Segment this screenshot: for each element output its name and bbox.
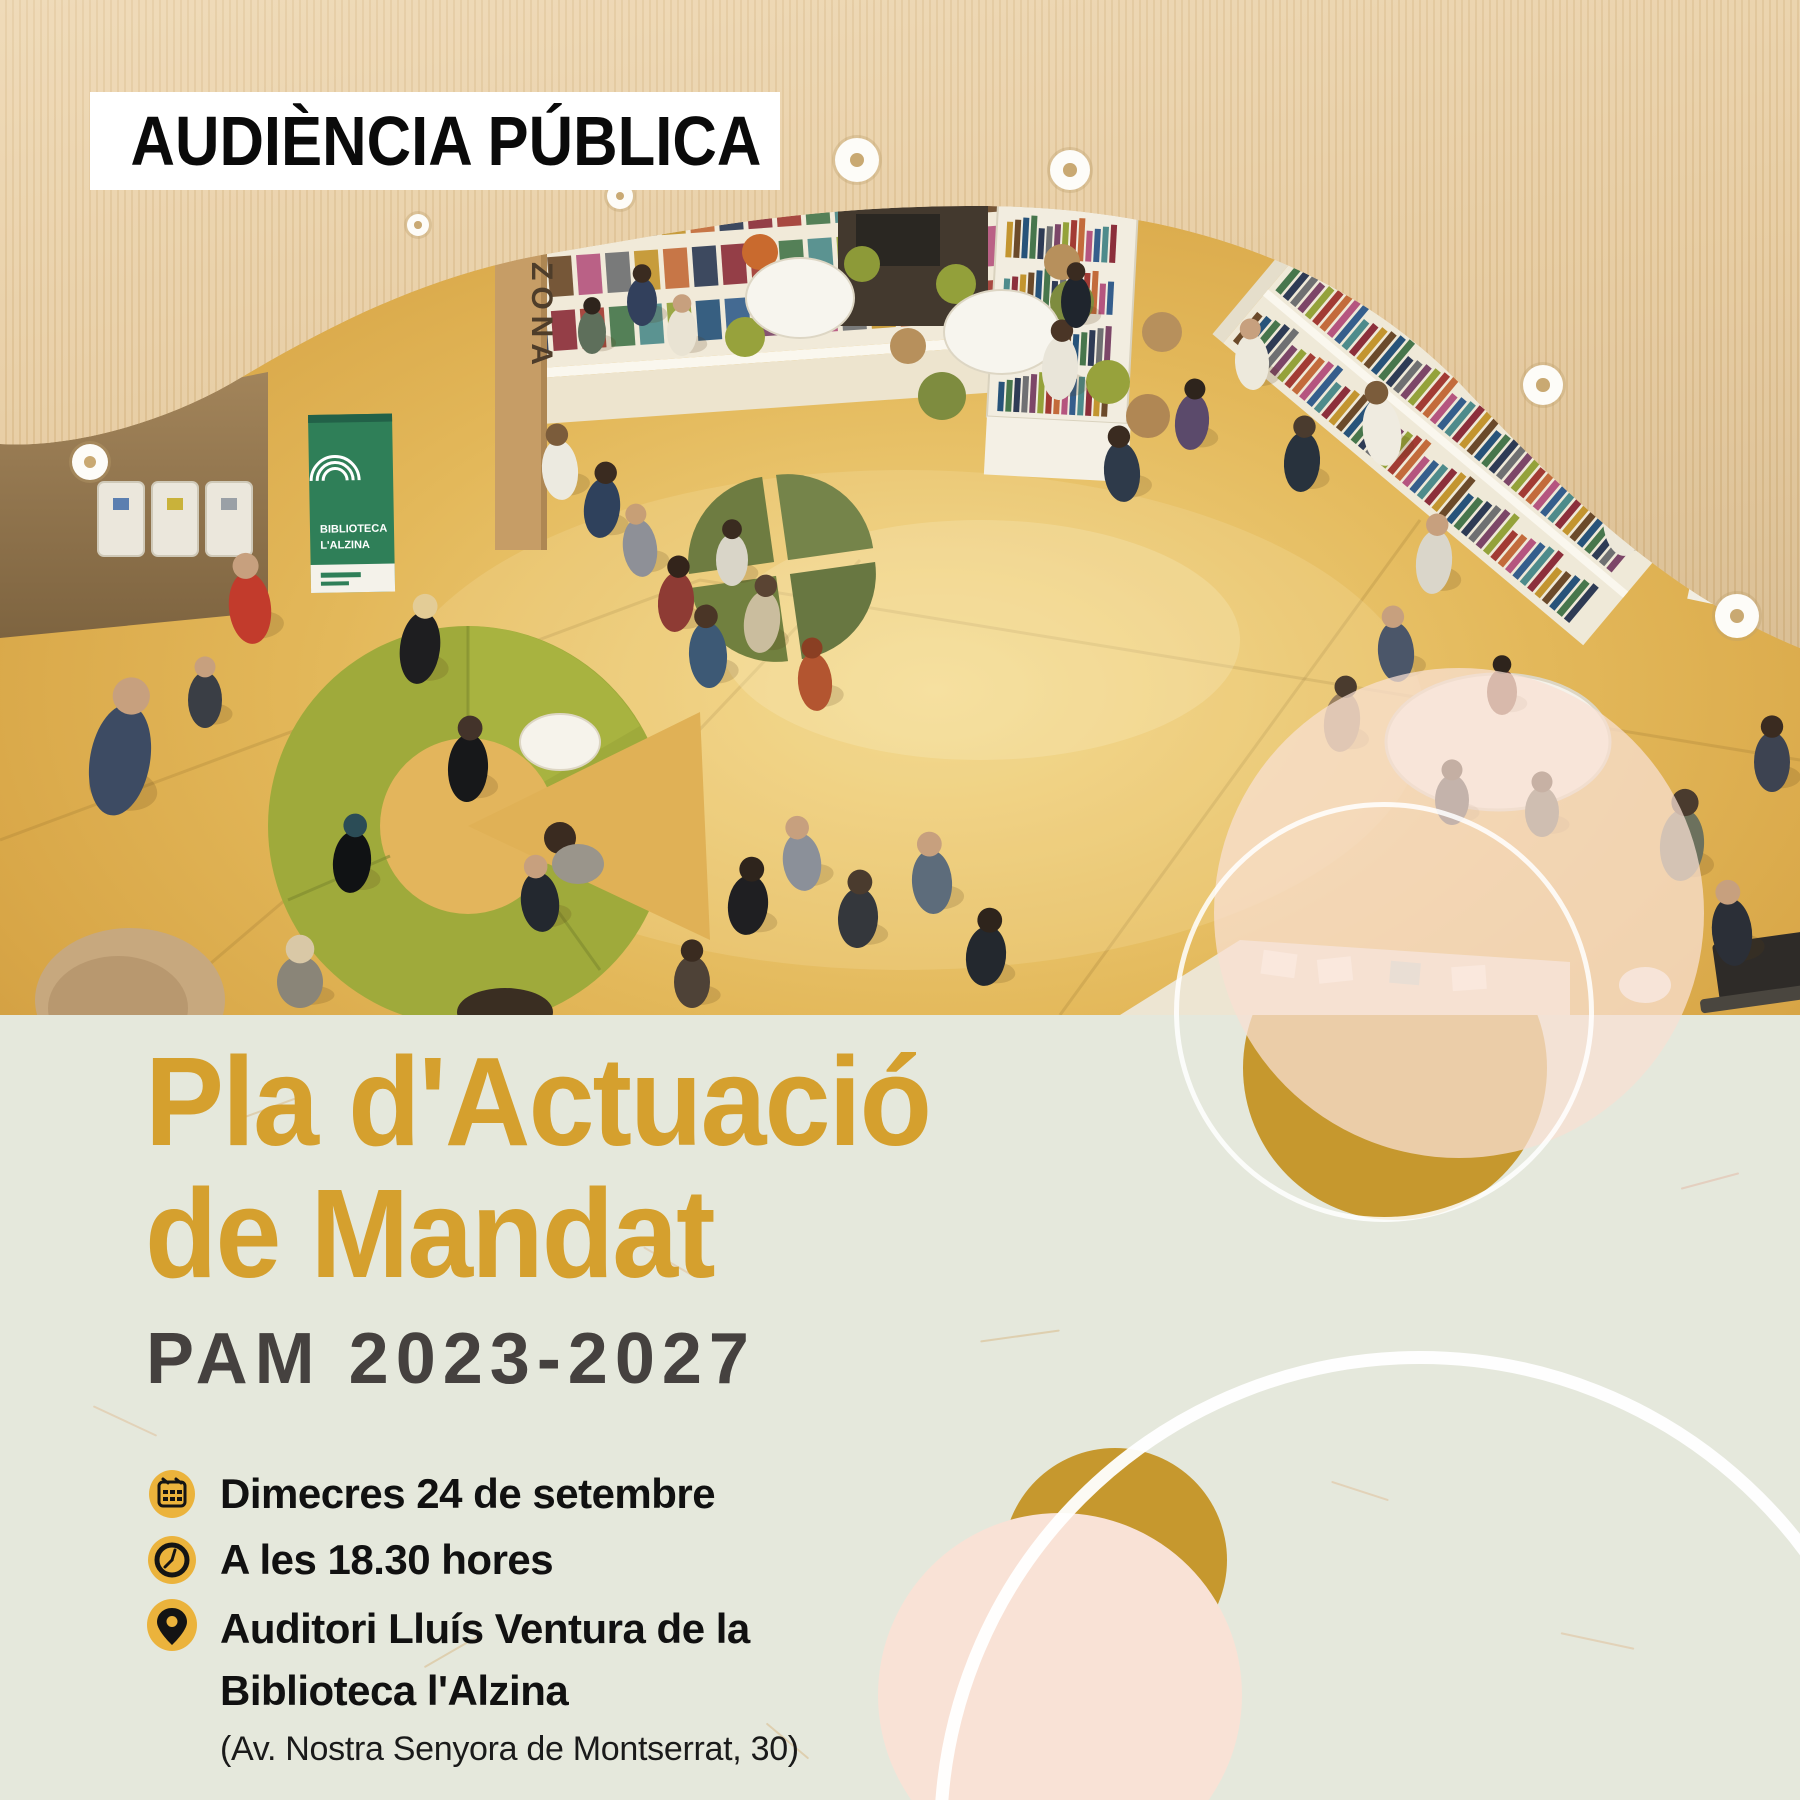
recycling-bin (98, 482, 144, 556)
chair (1086, 360, 1130, 404)
white-ring-bottom (934, 1351, 1800, 1800)
title-line1: Pla d'Actuació (145, 1031, 931, 1172)
white-ring-top (1174, 802, 1594, 1222)
detail-row-place (146, 1598, 799, 1776)
banner-label: AUDIÈNCIA PÚBLICA (130, 102, 762, 180)
place-address: (Av. Nostra Senyora de Montserrat, 30) (220, 1730, 799, 1768)
ceiling-light (1050, 150, 1090, 190)
zona-sign: ZONA (525, 262, 558, 371)
ceiling-light (1715, 594, 1759, 638)
recycling-bin (206, 482, 252, 556)
sofa-side-table (520, 714, 600, 770)
recycling-bin (152, 482, 198, 556)
ceiling-light (407, 214, 429, 236)
chair (918, 372, 966, 420)
location-pin-icon (146, 1598, 198, 1662)
chair (890, 328, 926, 364)
round-table (746, 258, 854, 338)
chair (1142, 312, 1182, 352)
svg-text:BIBLIOTECA: BIBLIOTECA (319, 522, 388, 536)
ceiling-light (1523, 365, 1563, 405)
page-title (145, 1031, 931, 1304)
round-table (944, 290, 1060, 374)
calendar-icon (146, 1468, 198, 1520)
detail-row-time (146, 1534, 553, 1586)
place-line1: Auditori Lluís Ventura de la (220, 1605, 750, 1652)
event-type-banner (90, 92, 780, 190)
subtitle-pam: PAM 2023-2027 (146, 1319, 756, 1399)
detail-date-label: Dimecres 24 de setembre (220, 1470, 716, 1517)
library-rollup-banner (308, 414, 395, 593)
place-line2: Biblioteca l'Alzina (220, 1667, 569, 1714)
chair (844, 246, 880, 282)
detail-place-lines (220, 1598, 799, 1776)
clock-icon (146, 1534, 198, 1586)
paper-fiber (93, 1405, 157, 1436)
detail-time-label: A les 18.30 hores (220, 1536, 554, 1583)
paper-fiber (1681, 1172, 1739, 1189)
detail-row-date (146, 1468, 715, 1520)
ceiling-light (72, 444, 108, 480)
svg-text:L'ALZINA: L'ALZINA (320, 538, 371, 552)
ceiling-light (835, 138, 879, 182)
chair (1126, 394, 1170, 438)
title-line2: de Mandat (145, 1163, 714, 1304)
paper-fiber (980, 1329, 1059, 1342)
